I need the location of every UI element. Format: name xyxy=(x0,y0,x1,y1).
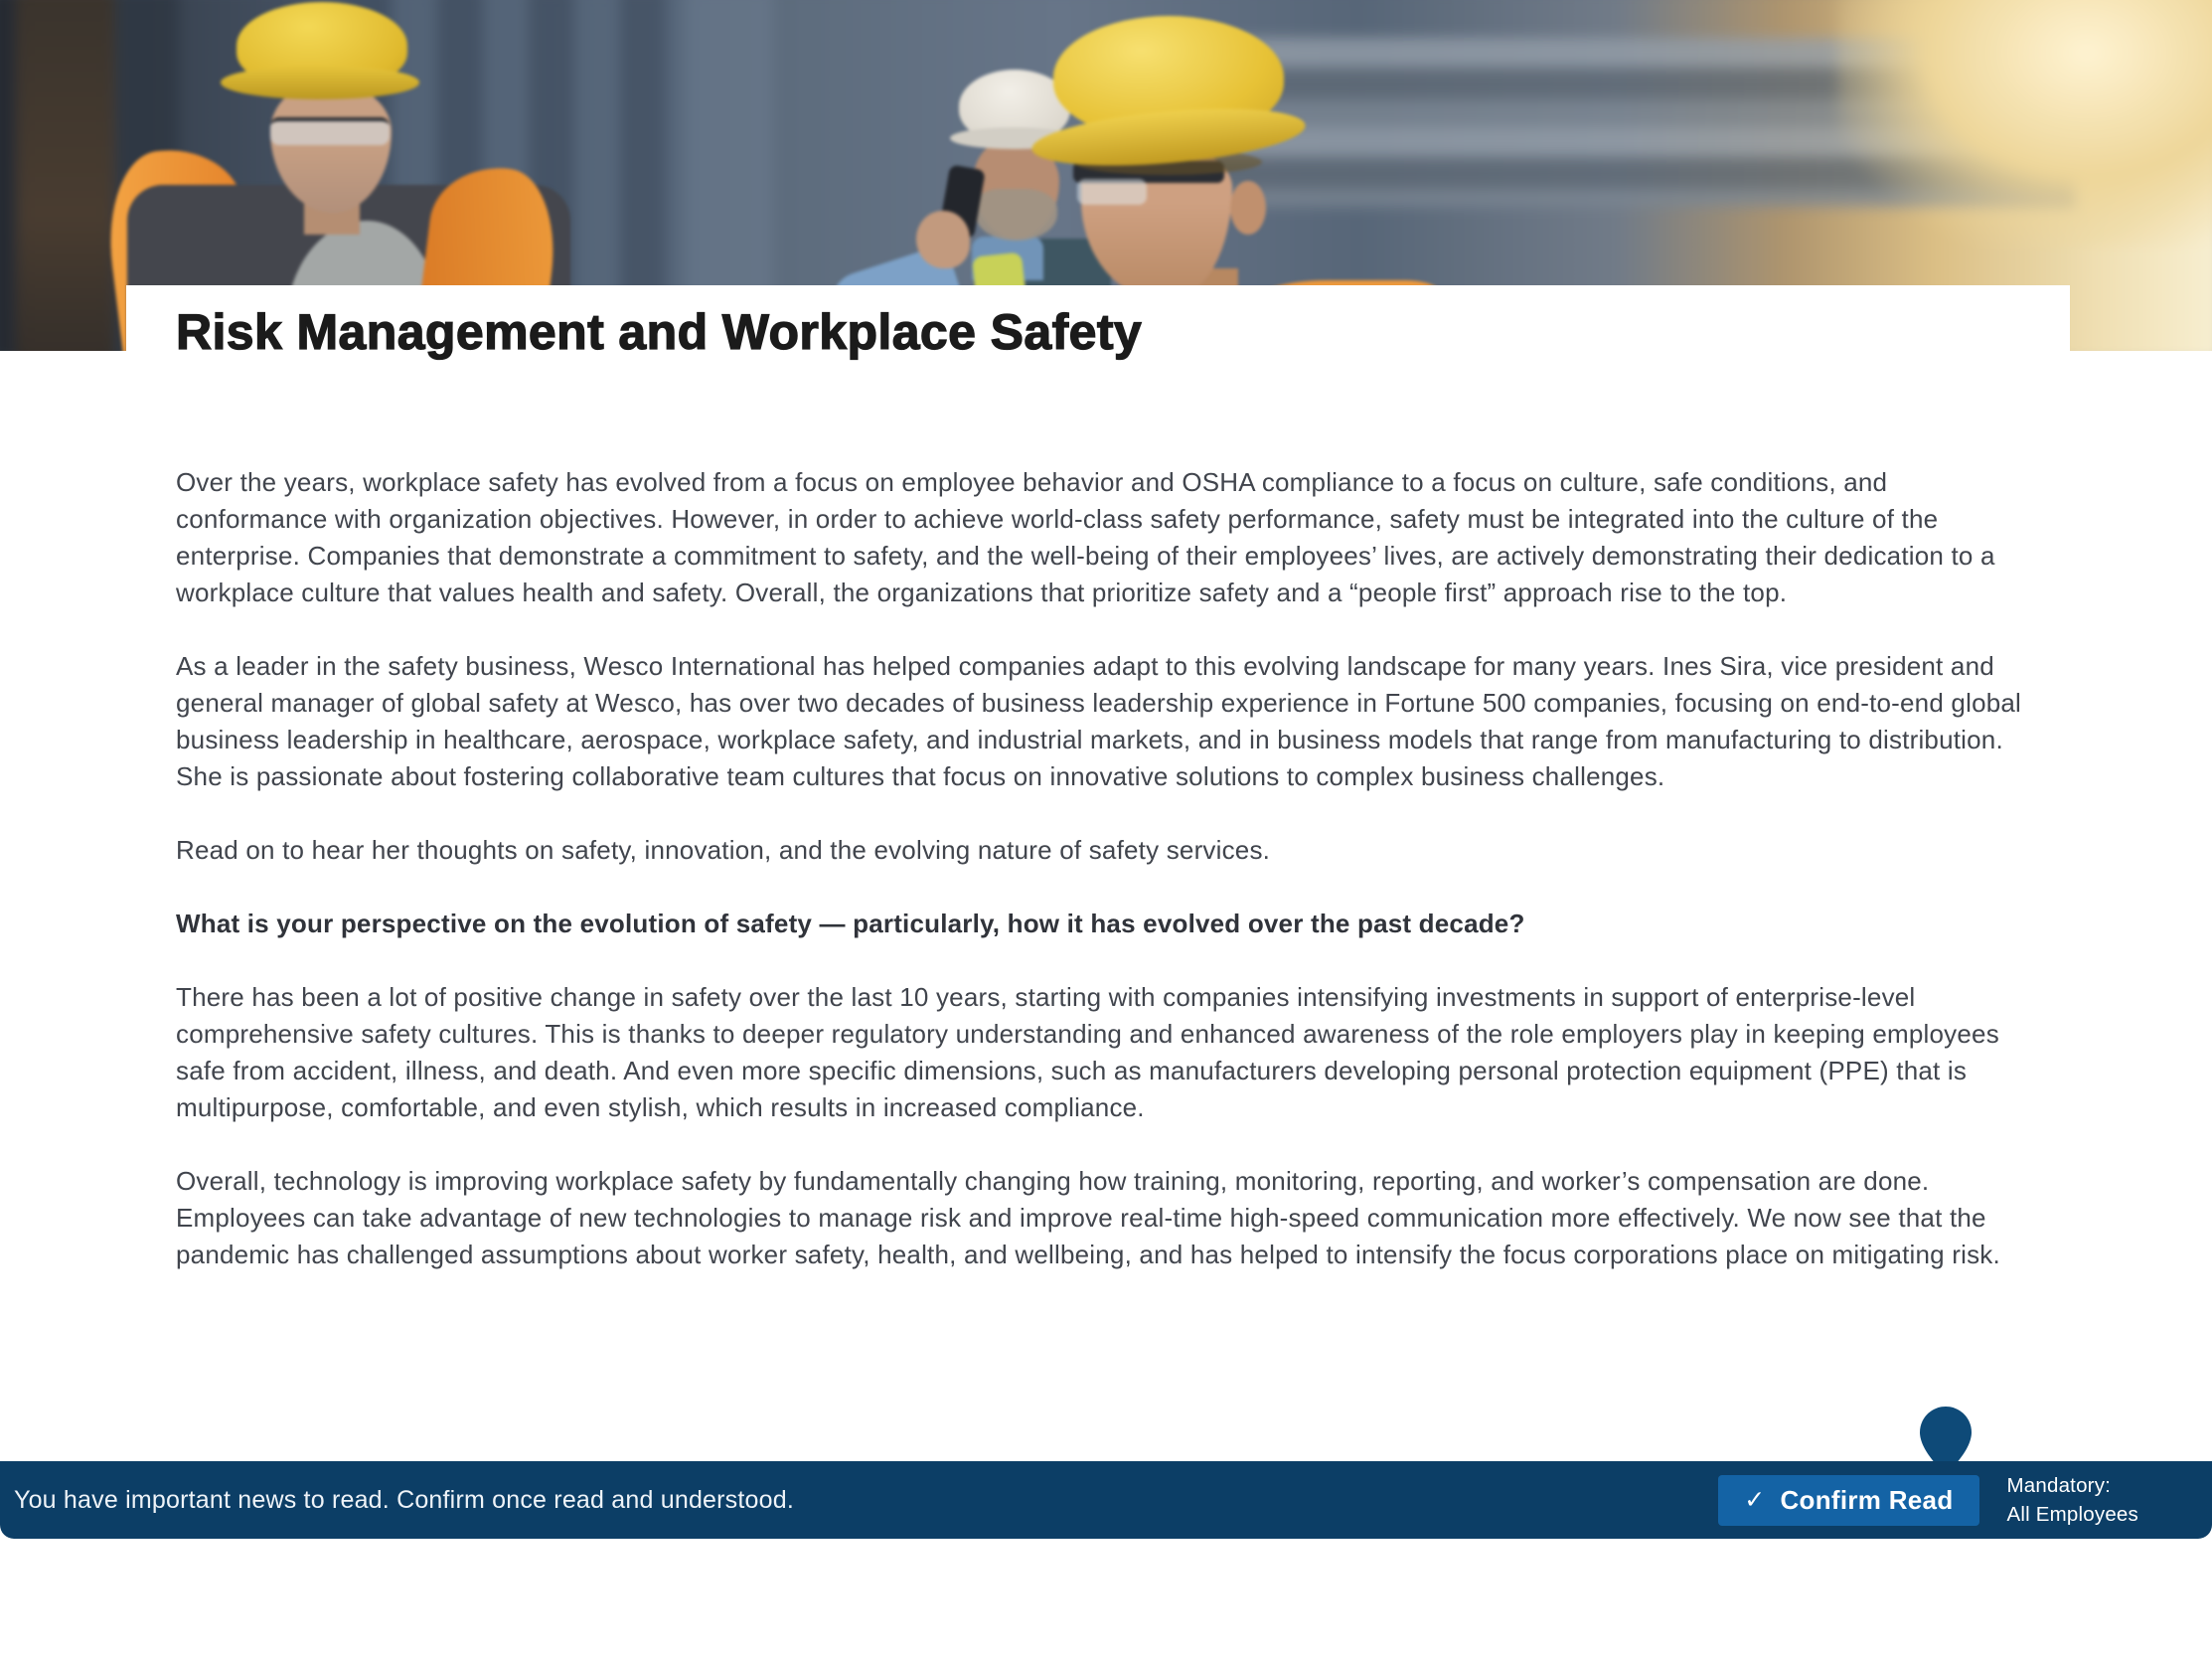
banner-message: You have important news to read. Confirm once read and understood. xyxy=(14,1485,794,1514)
paragraph: Over the years, workplace safety has evolved from a focus on employee behavior and OSHA compliance to a focus on culture, safe conditions, and conformance with organization objectives. However, in order to achieve world-class safety performance, safety must be integrated into the culture of the enterprise. Companies that demonstrate a commitment to safety, and the well-being of their employees’ lives, are actively demonstrating their dedication to a workplace culture that values health and safety. Overall, the organizations that prioritize safety and a “people first” approach rise to the top. xyxy=(176,467,1995,607)
worker-left-safety-glasses xyxy=(270,117,390,145)
paragraph: Read on to hear her thoughts on safety, innovation, and the evolving nature of safety services. xyxy=(176,835,1271,865)
confirm-read-label: Confirm Read xyxy=(1780,1484,1954,1515)
mandatory-audience: All Employees xyxy=(2006,1503,2138,1526)
worker-right-ear xyxy=(1230,181,1266,235)
article-body xyxy=(176,464,2026,1273)
paragraph: Overall, technology is improving workplace safety by fundamentally changing how training, monitoring, reporting, and worker’s compensation are done. Employees can take advantage of new technologies to manage risk and improve real-time high-speed communication more effectively. We now see that the pandemic has challenged assumptions about worker safety, health, and wellbeing, and has helped to intensify the focus corporations place on mitigating risk. xyxy=(176,1166,2000,1269)
paragraph: There has been a lot of positive change in safety over the last 10 years, starting with companies intensifying investments in support of enterprise-level comprehensive safety cultures. This is thanks to deeper regulatory understanding and enhanced awareness of the role employers play in keeping employees safe from accident, illness, and death. And even more specific dimensions, such as manufacturers developing personal protection equipment (PPE) that is multipurpose, comfortable, and even stylish, which results in increased compliance. xyxy=(176,982,1999,1122)
confirm-read-button[interactable] xyxy=(1718,1475,1978,1526)
check-icon: ✓ xyxy=(1744,1485,1766,1514)
banner-actions xyxy=(1718,1461,2212,1539)
confirm-banner xyxy=(0,1461,2212,1539)
interview-question: What is your perspective on the evolution of safety — particularly, how it has evolved over the past decade? xyxy=(176,909,1525,938)
mandatory-note xyxy=(2007,1471,2139,1529)
paragraph: As a leader in the safety business, Wesco International has helped companies adapt to this evolving landscape for many years. Ines Sira, vice president and general manager of global safety at Wesco, has over two decades of business leadership experience in Fortune 500 companies, focusing on end-to-end global business leadership in healthcare, aerospace, workplace safety, and industrial markets, and in business models that range from manufacturing to distribution. She is passionate about fostering collaborative team cultures that focus on innovative solutions to complex business challenges. xyxy=(176,651,2022,791)
worker-middle-hand xyxy=(916,211,970,268)
mandatory-label: Mandatory: xyxy=(2006,1474,2112,1497)
article-card xyxy=(126,285,2070,1461)
worker-right-glasses-lens xyxy=(1077,179,1147,205)
worker-left-hat-brim xyxy=(221,66,419,99)
worker-middle-beard xyxy=(976,189,1057,241)
page-title: Risk Management and Workplace Safety xyxy=(176,304,1143,360)
